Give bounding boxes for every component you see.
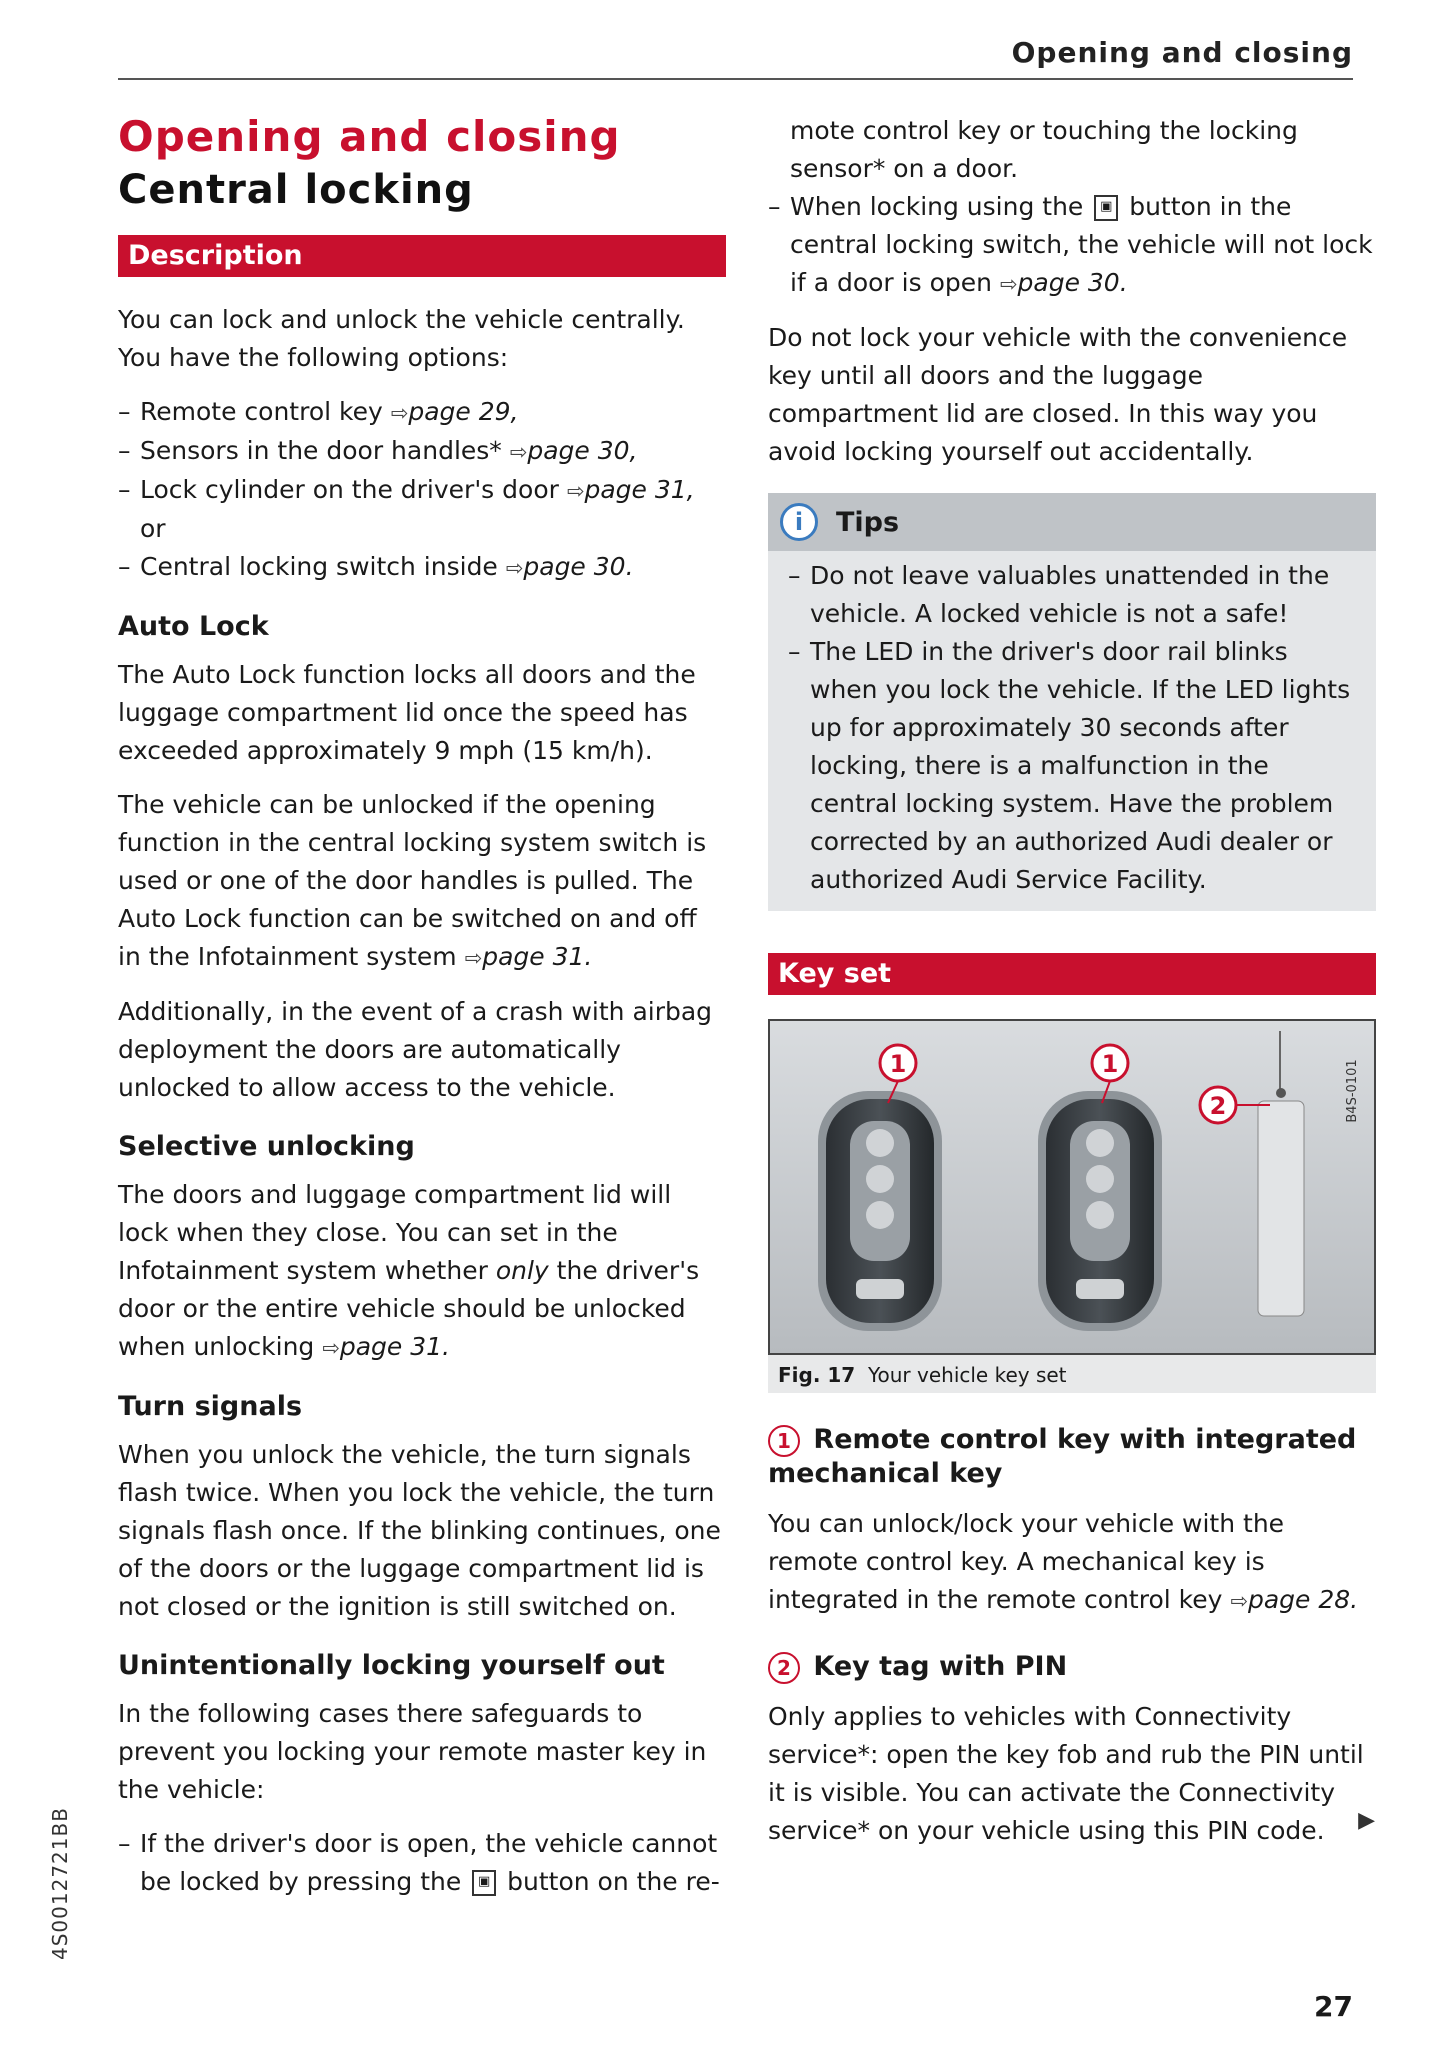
ref-arrow-icon: ⇨	[999, 272, 1018, 296]
tips-header	[768, 493, 1376, 551]
tips-title: Tips	[836, 506, 900, 538]
svg-text:1: 1	[889, 1050, 907, 1078]
unintent-heading: Unintentionally locking yourself out	[118, 1650, 665, 1681]
ref-arrow-icon: ⇨	[464, 946, 483, 970]
chapter-title: Opening and closing	[118, 112, 621, 161]
list-item: – Remote control key ⇨page 29,	[118, 393, 726, 432]
tips-list	[768, 551, 1376, 899]
tips-box	[768, 493, 1376, 911]
key-set-figure	[768, 1019, 1376, 1355]
figure-caption-box	[768, 1355, 1376, 1393]
auto-lock-p2: The vehicle can be unlocked if the opening function in the central locking system switch is used or one of the door handles is pulled. The Auto Lock function can be switched on and off in the Infotainment system ⇨page 31.	[118, 790, 707, 971]
page-link[interactable]: page 31.	[339, 1332, 450, 1361]
key-set-bar: Key set	[768, 953, 1376, 995]
ref-arrow-icon: ⇨	[505, 556, 524, 580]
ref-arrow-icon: ⇨	[566, 479, 585, 503]
intro-text: You can lock and unlock the vehicle centrally. You have the following options:	[118, 305, 685, 372]
header-rule	[118, 78, 1353, 80]
right-column	[768, 112, 1376, 1866]
figure-code: B4S-0101	[1345, 1059, 1360, 1123]
svg-text:1: 1	[1101, 1050, 1119, 1078]
figure-caption: Fig. 17 Your vehicle key set	[778, 1363, 1067, 1387]
item2-text: Only applies to vehicles with Connectivity service*: open the key fob and rub the PIN until it is visible. You can activate the Connectivity service* on your vehicle using this PIN code.	[768, 1702, 1364, 1845]
item2-heading: 2 Key tag with PIN	[768, 1650, 1376, 1684]
list-item: – Sensors in the door handles* ⇨page 30,	[118, 432, 726, 471]
page-number: 27	[1314, 1990, 1353, 2023]
lock-button-icon: ▣	[1094, 195, 1118, 221]
ref-arrow-icon: ⇨	[390, 401, 409, 425]
turn-signals-heading: Turn signals	[118, 1391, 303, 1422]
list-item: – If the driver's door is open, the vehicle cannot be locked by pressing the ▣ button on the re-	[118, 1825, 726, 1901]
continued-list	[768, 188, 1376, 303]
lock-button-icon: ▣	[472, 1870, 496, 1896]
ref-arrow-icon: ⇨	[1230, 1589, 1248, 1613]
auto-lock-heading: Auto Lock	[118, 611, 269, 642]
item1-text: You can unlock/lock your vehicle with the remote control key. A mechanical key is integrated in the remote control key ⇨page 28.	[768, 1509, 1359, 1614]
options-list	[118, 393, 726, 587]
page-link[interactable]: page 31,	[584, 475, 695, 504]
list-item: – The LED in the driver's door rail blinks when you lock the vehicle. If the LED lights up for approximately 30 seconds after locking, there is a malfunction in the central locking system. Have the problem corrected by an authorized Audi dealer or authorized Audi Service Facility.	[788, 633, 1360, 899]
running-header: Opening and closing	[1011, 36, 1353, 69]
list-item: – Central locking switch inside ⇨page 30.	[118, 548, 726, 587]
selective-heading: Selective unlocking	[118, 1131, 415, 1162]
list-item: – When locking using the ▣ button in the central locking switch, the vehicle will not lock if a door is open ⇨page 30.	[768, 188, 1376, 303]
warning-text: Do not lock your vehicle with the convenience key until all doors and the luggage compartment lid are closed. In this way you avoid locking yourself out accidentally.	[768, 323, 1348, 466]
selective-p: The doors and luggage compartment lid will lock when they close. You can set in the Infotainment system whether only the driver's door or the entire vehicle should be unlocked when unlocking ⇨page 31.	[118, 1180, 700, 1361]
page-link[interactable]: page 30.	[1017, 268, 1128, 297]
callout-number: 2	[768, 1652, 800, 1684]
page-link[interactable]: page 30,	[527, 436, 638, 465]
continued-text: mote control key or touching the locking sensor* on a door.	[790, 116, 1298, 183]
unintent-p: In the following cases there safeguards to prevent you locking your remote master key in the vehicle:	[118, 1699, 707, 1804]
info-icon: i	[780, 503, 818, 541]
ref-arrow-icon: ⇨	[509, 440, 528, 464]
page-link[interactable]: page 29,	[408, 397, 519, 426]
section-title: Central locking	[118, 167, 474, 213]
continue-arrow-icon: ▶	[1358, 1808, 1375, 1833]
page-link[interactable]: page 31.	[482, 942, 593, 971]
description-bar: Description	[118, 235, 726, 277]
turn-signals-p: When you unlock the vehicle, the turn signals flash twice. When you lock the vehicle, the turn signals flash once. If the blinking continues, one of the doors or the luggage compartment lid is not closed or the ignition is still switched on.	[118, 1440, 721, 1621]
ref-arrow-icon: ⇨	[322, 1336, 340, 1360]
list-item: – Lock cylinder on the driver's door ⇨page 31, or	[118, 471, 726, 548]
list-item: – Do not leave valuables unattended in the vehicle. A locked vehicle is not a safe!	[788, 557, 1360, 633]
page-link[interactable]: page 30.	[523, 552, 634, 581]
document-code: 4S0012721BB	[48, 1807, 72, 1960]
callout-number: 1	[768, 1425, 800, 1457]
item1-heading: 1 Remote control key with integrated mechanical key	[768, 1424, 1357, 1489]
page-link[interactable]: page 28.	[1247, 1585, 1359, 1614]
remote-key-right	[1038, 1091, 1162, 1331]
key-illustration	[770, 1021, 1374, 1353]
left-column	[118, 112, 726, 1917]
unintent-list	[118, 1825, 726, 1901]
remote-key-left	[818, 1091, 942, 1331]
auto-lock-p1: The Auto Lock function locks all doors and the luggage compartment lid once the speed has exceeded approximately 9 mph (15 km/h).	[118, 660, 696, 765]
svg-text:2: 2	[1209, 1092, 1227, 1120]
auto-lock-p3: Additionally, in the event of a crash with airbag deployment the doors are automatically unlocked to allow access to the vehicle.	[118, 997, 713, 1102]
